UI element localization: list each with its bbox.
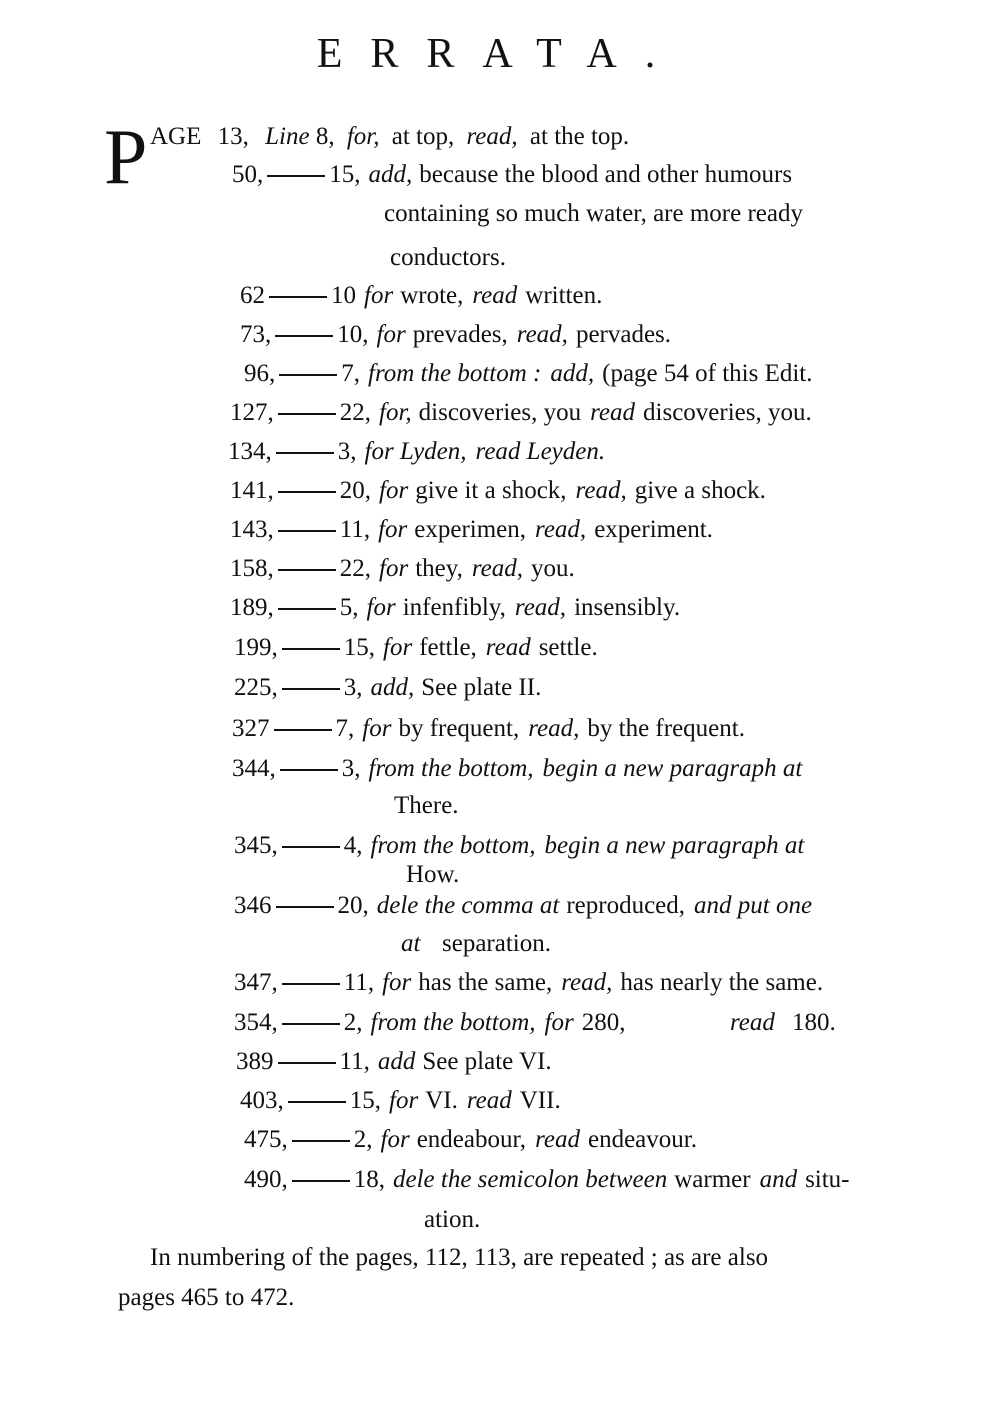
errata-entry — [230, 554, 575, 584]
line-number: 3, — [337, 438, 357, 465]
continuation-line: conductors. — [390, 244, 506, 271]
entry-text-d: you. — [531, 555, 575, 582]
entry-text-a: for Lyden, — [364, 438, 467, 465]
errata-entry — [234, 891, 812, 921]
rule-dash — [292, 1180, 350, 1182]
line-number: 15, — [329, 161, 361, 188]
entry-text-b: reproduced, — [566, 892, 686, 919]
line-label: Line — [265, 123, 310, 150]
entry-text-a: for — [362, 715, 392, 742]
entry-text-d: VII. — [519, 1087, 561, 1114]
rule-dash — [282, 846, 340, 848]
for-word: for, — [346, 123, 380, 150]
errata-entry — [244, 1165, 850, 1195]
entry-text-b: VI. — [425, 1087, 458, 1114]
entry-text-b: give it a shock, — [415, 477, 567, 504]
entry-text-c: read Leyden. — [475, 438, 606, 465]
line-number: 20, — [337, 892, 369, 919]
entry-text-d: discoveries, you. — [643, 399, 812, 426]
errata-entry — [230, 515, 713, 545]
continuation-line: There. — [394, 792, 459, 819]
page-word: AGE — [150, 123, 202, 150]
entry-text-b: warmer — [674, 1166, 751, 1193]
page-number: 354, — [234, 1009, 278, 1036]
rule-dash — [278, 608, 336, 610]
errata-entry — [234, 831, 804, 861]
entry-text-c: read, — [471, 555, 524, 582]
entry-text-d: pervades. — [575, 321, 672, 348]
entry-text-a: add — [377, 1048, 416, 1075]
rule-dash — [269, 296, 327, 298]
entry-text-a: from the bottom, — [370, 832, 536, 859]
page-number: 62 — [240, 282, 265, 309]
errata-entry — [230, 476, 766, 506]
rule-dash — [267, 175, 325, 177]
errata-entry — [230, 398, 812, 428]
page-number: 347, — [234, 969, 278, 996]
entry-text-b: by frequent, — [398, 715, 520, 742]
entry-text-c: read — [472, 282, 518, 309]
page-number: 143, — [230, 516, 274, 543]
entry-text-b: they, — [415, 555, 463, 582]
page-number: 199, — [234, 634, 278, 661]
entry-text-d: situ- — [805, 1166, 850, 1193]
line-number: 20, — [339, 477, 371, 504]
page-number: 490, — [244, 1166, 288, 1193]
entry-text-a: for — [380, 1126, 410, 1153]
entry-text-b: fettle, — [419, 634, 477, 661]
entry-text-c: read, — [516, 321, 568, 348]
entry-text-c: read, — [514, 594, 567, 621]
line-number: 18, — [353, 1166, 385, 1193]
rule-dash — [282, 648, 340, 650]
entry-text-a: for — [366, 594, 396, 621]
rule-dash — [280, 769, 338, 771]
entry-text-b: See plate II. — [421, 674, 542, 701]
entry-text-c: read — [466, 1087, 512, 1114]
page-number: 345, — [234, 832, 278, 859]
wrong-text: at top, — [391, 123, 455, 150]
continuation-line: ation. — [424, 1206, 481, 1233]
continuation-line: containing so much water, are more ready — [384, 200, 803, 227]
errata-entry — [228, 437, 605, 467]
rule-dash — [278, 569, 336, 571]
rule-dash — [282, 688, 340, 690]
errata-entry — [232, 714, 745, 744]
entry-text-c: read — [485, 634, 531, 661]
rule-dash — [292, 1140, 350, 1142]
entry-text-c: read — [535, 1126, 580, 1153]
rule-dash — [274, 729, 332, 731]
entry-text-b: See plate VI. — [422, 1048, 552, 1075]
entry-text-a: add, — [368, 161, 413, 188]
line-number: 7, — [341, 360, 360, 387]
entry-text-d: endeavour. — [587, 1126, 697, 1153]
rule-dash — [278, 1062, 336, 1064]
entry-text-a: for, — [379, 399, 412, 426]
entry-text-a: dele the semicolon between — [393, 1166, 668, 1193]
page-number: 403, — [240, 1087, 284, 1114]
page-number: 344, — [232, 755, 276, 782]
entry-text-d: insensibly. — [574, 594, 681, 621]
footnote-line: pages 465 to 472. — [118, 1284, 295, 1311]
read-word: read, — [466, 123, 518, 150]
errata-entry — [234, 1008, 625, 1038]
rule-dash — [278, 491, 336, 493]
page-number: 475, — [244, 1126, 288, 1153]
rule-dash — [278, 530, 336, 532]
errata-entry — [230, 593, 680, 623]
line-number: 11, — [339, 516, 371, 543]
entry-text-b: infenfibly, — [402, 594, 506, 621]
errata-entry — [234, 673, 541, 703]
line-number: 15, — [343, 634, 375, 661]
entry-text-a: from the bottom, — [370, 1009, 536, 1036]
line-number: 22, — [339, 399, 371, 426]
entry-text-a: from the bottom : — [368, 360, 542, 387]
entry-text-b: because the blood and other humours — [419, 161, 793, 188]
entry-text-c: begin a new paragraph at — [542, 755, 803, 782]
entry-text-c: and put one — [694, 892, 813, 919]
entry-text-b: discoveries, you — [418, 399, 582, 426]
entry-text-c: begin a new paragraph at — [544, 832, 805, 859]
line-number: 7, — [335, 715, 355, 742]
entry-text-b: has the same, — [418, 969, 553, 996]
page-number: 158, — [230, 555, 274, 582]
line-number: 4, — [343, 832, 363, 859]
page-number: 73, — [240, 321, 272, 348]
entry-text-c: add, — [550, 360, 595, 387]
line-number: 22, — [339, 555, 371, 582]
entry-text-d: (page 54 of this Edit. — [602, 360, 813, 387]
entry-text-c: read, — [528, 715, 580, 742]
rule-dash — [275, 335, 333, 337]
line-number: 5, — [339, 594, 359, 621]
errata-entry — [150, 122, 629, 152]
entry-text-b: experimen, — [414, 516, 527, 543]
entry-text-d: give a shock. — [634, 477, 766, 504]
entry-text-b: endeabour, — [416, 1126, 527, 1153]
errata-entry — [236, 1047, 552, 1077]
footnote-line: In numbering of the pages, 112, 113, are repeated ; as are also — [150, 1244, 769, 1271]
continuation-line: 180. — [792, 1009, 836, 1036]
entry-text-c: read — [590, 399, 636, 426]
entry-text-c: read, — [561, 969, 613, 996]
continuation-line: at — [401, 930, 421, 957]
errata-entry — [240, 320, 671, 350]
line-number: 11, — [339, 1048, 370, 1075]
errata-entry — [244, 1125, 697, 1155]
rule-dash — [276, 452, 334, 454]
page-number: 327 — [232, 715, 270, 742]
entry-text-b: wrote, — [400, 282, 464, 309]
page-number: 127, — [230, 399, 274, 426]
continuation-line: read — [730, 1009, 775, 1036]
rule-dash — [276, 906, 334, 908]
entry-text-a: for — [389, 1087, 419, 1114]
entry-text-a: for — [379, 477, 409, 504]
rule-dash — [279, 374, 337, 376]
entry-text-d: written. — [525, 282, 603, 309]
errata-entry — [240, 281, 602, 311]
entry-text-d: has nearly the same. — [620, 969, 824, 996]
page-title: ERRATA. — [316, 31, 684, 77]
errata-entry — [234, 633, 598, 663]
entry-text-c: for — [544, 1009, 574, 1036]
entry-text-a: add, — [370, 674, 415, 701]
entry-text-a: for — [376, 321, 406, 348]
entry-text-c: read, — [575, 477, 627, 504]
entry-text-c: and — [759, 1166, 798, 1193]
errata-entry — [232, 754, 802, 784]
entry-text-d: 280, — [581, 1009, 626, 1036]
drop-cap: P — [104, 113, 148, 200]
line-number: 11, — [343, 969, 375, 996]
page-number: 134, — [228, 438, 272, 465]
entry-text-a: from the bottom, — [368, 755, 534, 782]
rule-dash — [288, 1101, 346, 1103]
entry-text-a: for — [383, 634, 413, 661]
errata-entry — [234, 968, 823, 998]
page-number: 96, — [244, 360, 276, 387]
continuation-line: How. — [406, 861, 460, 888]
entry-text-a: dele the comma at — [376, 892, 560, 919]
rule-dash — [282, 1023, 340, 1025]
entry-text-d: settle. — [538, 634, 598, 661]
entry-text-b: prevades, — [412, 321, 508, 348]
line-number: 15, — [349, 1087, 381, 1114]
line-number: 10 — [331, 282, 356, 309]
page-number: 50, — [232, 161, 264, 188]
page-number: 346 — [234, 892, 272, 919]
line-number: 2, — [353, 1126, 373, 1153]
line-number: 10, — [337, 321, 369, 348]
entry-text-a: for — [378, 516, 408, 543]
page-number: 389 — [236, 1048, 274, 1075]
line-number: 2, — [343, 1009, 363, 1036]
continuation-line: separation. — [442, 930, 551, 957]
rule-dash — [278, 413, 336, 415]
errata-entry — [244, 359, 813, 389]
page-number: 225, — [234, 674, 278, 701]
line-number: 3, — [343, 674, 363, 701]
rule-dash — [282, 983, 340, 985]
right-text: at the top. — [529, 123, 630, 150]
entry-text-a: for — [364, 282, 394, 309]
page-number: 189, — [230, 594, 274, 621]
page-number: 141, — [230, 477, 274, 504]
errata-entry — [232, 160, 792, 190]
line-number: 8, — [315, 123, 335, 150]
line-number: 3, — [341, 755, 361, 782]
entry-text-a: for — [379, 555, 409, 582]
errata-entry — [240, 1086, 561, 1116]
entry-text-d: experiment. — [594, 516, 713, 543]
entry-text-a: for — [382, 969, 412, 996]
entry-text-c: read, — [535, 516, 587, 543]
entry-text-d: by the frequent. — [587, 715, 745, 742]
page-number: 13, — [217, 123, 249, 150]
